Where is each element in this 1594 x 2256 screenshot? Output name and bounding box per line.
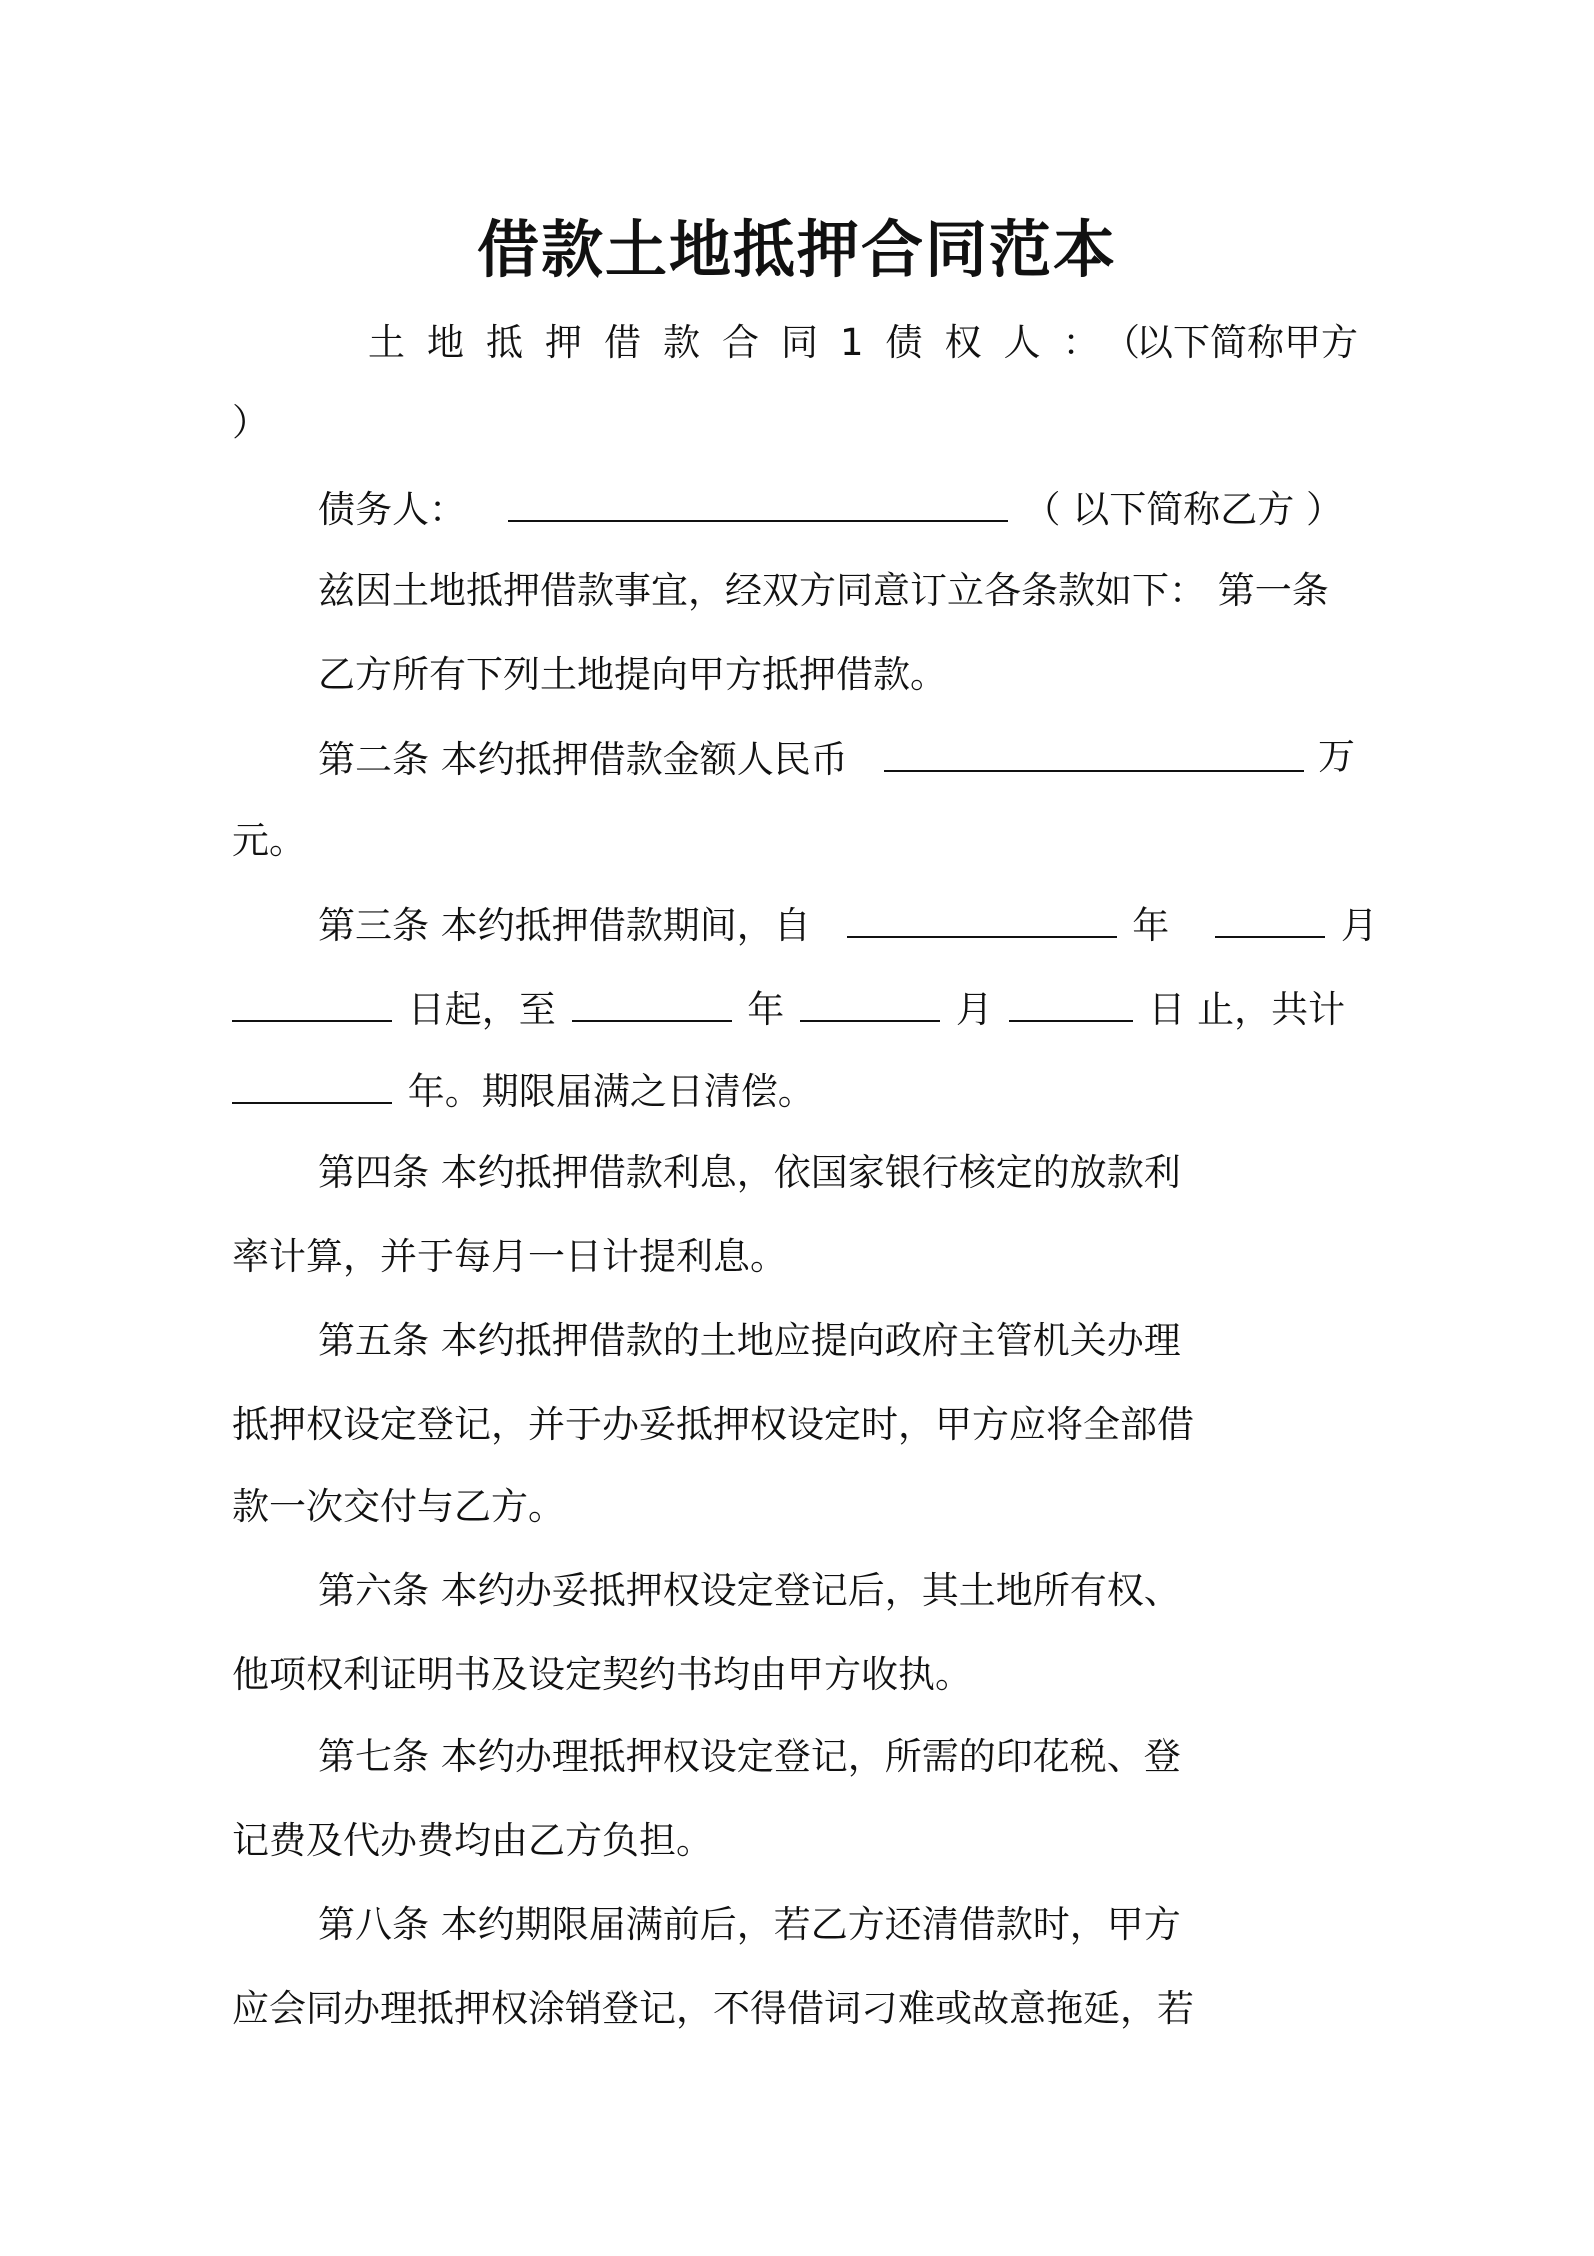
parties-creditor-line: [368, 318, 1162, 368]
creditor-alias-close: [232, 398, 269, 448]
article-5-line-2: [232, 1400, 1194, 1450]
article-7-line: [318, 1732, 1181, 1782]
article-6-text: 第六条 本约办妥抵押权设定登记后，其土地所有权、: [318, 1569, 1181, 1612]
article-5-text: 第五条 本约抵押借款的土地应提向政府主管机关办理: [318, 1319, 1181, 1362]
article-6-line: [318, 1566, 1181, 1616]
article-8-text-2: 应会同办理抵押权涂销登记，不得借词刁难或故意拖延，若: [232, 1987, 1194, 2030]
article-2-text: 第二条 本约抵押借款金额人民币: [318, 738, 848, 781]
month-label: 月: [1340, 904, 1378, 947]
article-1-text: 乙方所有下列土地提向甲方抵押借款。: [318, 653, 947, 696]
article-3-line-2: [232, 982, 1345, 1035]
debtor-label: 债务人：: [318, 488, 466, 531]
year-label: 年: [1132, 904, 1170, 947]
end-day-blank[interactable]: [1009, 982, 1133, 1022]
article-8-text: 第八条 本约期限届满前后，若乙方还清借款时，甲方: [318, 1903, 1181, 1946]
recital-text: 兹因土地抵押借款事宜，经双方同意订立各条款如下： 第一条: [318, 569, 1329, 612]
end-year-blank[interactable]: [572, 982, 732, 1022]
article-1-line: [318, 650, 947, 700]
article-4-line: [318, 1148, 1181, 1198]
article-7-text-2: 记费及代办费均由乙方负担。: [232, 1819, 713, 1862]
closing-paren: ）: [232, 401, 269, 444]
creditor-label: 土地抵押借款合同1债权人：（: [368, 321, 1163, 364]
article-3-line: [318, 898, 1378, 951]
article-5-line: [318, 1316, 1181, 1366]
article-7-text: 第七条 本约办理抵押权设定登记，所需的印花税、登: [318, 1735, 1181, 1778]
article-2-tail: [232, 816, 306, 866]
article-5-line-3: [232, 1482, 565, 1532]
end-month-blank[interactable]: [800, 982, 940, 1022]
term-text: 年。期限届满之日清偿。: [407, 1070, 815, 1113]
article-2-unit: [1318, 732, 1355, 782]
total-years-blank[interactable]: [232, 1064, 392, 1104]
end-month-label: 月: [955, 988, 993, 1031]
article-5-text-2: 抵押权设定登记，并于办妥抵押权设定时，甲方应将全部借: [232, 1403, 1194, 1446]
start-month-blank[interactable]: [1215, 898, 1325, 938]
end-day-label: 日 止，共计: [1148, 988, 1346, 1031]
article-3-line-3: [232, 1064, 815, 1117]
debtor-line: [318, 482, 1343, 535]
start-year-blank[interactable]: [847, 898, 1117, 938]
end-year-label: 年: [747, 988, 785, 1031]
article-6-line-2: [232, 1650, 972, 1700]
start-day-blank[interactable]: [232, 982, 392, 1022]
unit-wan: 万: [1318, 735, 1355, 778]
article-4-line-2: [232, 1232, 787, 1282]
debtor-blank[interactable]: [508, 482, 1008, 522]
creditor-alias: [1136, 318, 1358, 368]
article-6-text-2: 他项权利证明书及设定契约书均由甲方收执。: [232, 1653, 972, 1696]
document-title: 借款土地抵押合同范本: [476, 213, 1117, 286]
amount-blank[interactable]: [884, 732, 1304, 772]
article-8-line-2: [232, 1984, 1194, 2034]
creditor-alias-text: 以下简称甲方: [1136, 321, 1358, 364]
article-4-text: 第四条 本约抵押借款利息，依国家银行核定的放款利: [318, 1151, 1181, 1194]
debtor-alias: （ 以下简称乙方 ）: [1023, 488, 1344, 531]
article-3-text: 第三条 本约抵押借款期间，自: [318, 904, 811, 947]
recital-line: [318, 566, 1329, 616]
article-7-line-2: [232, 1816, 713, 1866]
from-to-label: 日起，至: [407, 988, 556, 1031]
unit-yuan: 元。: [232, 819, 306, 862]
article-4-text-2: 率计算，并于每月一日计提利息。: [232, 1235, 787, 1278]
article-5-text-3: 款一次交付与乙方。: [232, 1485, 565, 1528]
article-8-line: [318, 1900, 1181, 1950]
article-2-line: [318, 732, 1308, 785]
